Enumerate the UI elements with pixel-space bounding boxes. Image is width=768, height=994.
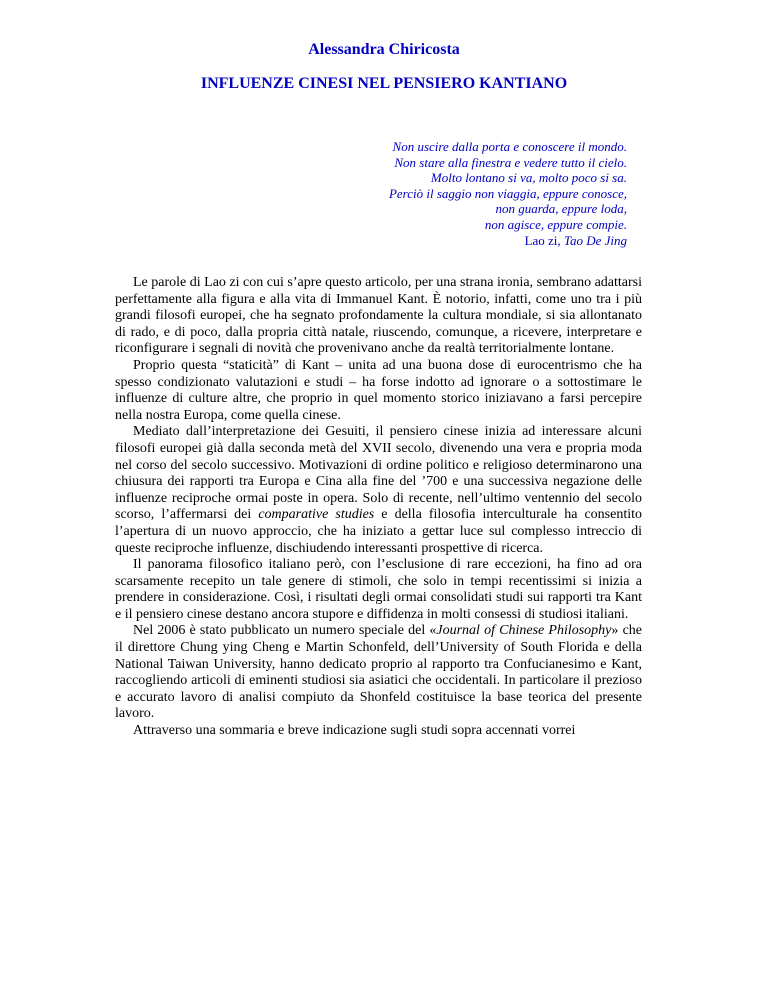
article-body bbox=[115, 275, 642, 740]
epigraph-line: non agisce, eppure compie. bbox=[484, 216, 627, 232]
epigraph bbox=[389, 139, 627, 248]
paragraph-4: Il panorama filosofico italiano però, con l’esclusione di rare eccezioni, ha fino ad ora scarsamente recepito un tale genere di stimoli, che solo in tempi recentissimi si inizia a prendere in considerazione. Così, i risultati degli ormai consolidati studi sui rapporti tra Kant e il pensiero cinese destano ancora stupore e diffidenza in molti consessi di studiosi italiani. bbox=[115, 557, 642, 622]
paragraph-2: Proprio questa “staticità” di Kant – unita ad una buona dose di eurocentrismo che ha spesso condizionato valutazioni e studi – ha forse indotto ad ignorare o a sottostimare le influenze di culture altre, che proprio in quel momento storico iniziavano a farsi percepire nella nostra Europa, come quella cinese. bbox=[115, 357, 642, 423]
epigraph-line: Non stare alla finestra e vedere tutto il cielo. bbox=[394, 154, 627, 170]
author-name: Alessandra Chiricosta bbox=[308, 41, 460, 58]
paragraph-3-text-a: Mediato dall’interpretazione dei Gesuiti, il pensiero cinese inizia ad interessare alcuni filosofi europei già dalla seconda metà del XVII secolo, divenendo una vera e propria moda nel corso del secolo successivo. Motivazioni di ordine politico e religioso determinarono una chiusura dei rapporti tra Europa e Cina alla fine del ’700 e una successiva negazione delle influenze reciproche ormai poste in opera. Solo di recente, nell’ultimo ventennio del secolo scorso, l’affermarsi dei bbox=[115, 424, 642, 523]
epigraph-source-author: Lao zi, bbox=[524, 232, 564, 248]
paragraph-6: Attraverso una sommaria e breve indicazione sugli studi sopra accennati vorrei bbox=[133, 723, 576, 739]
paragraph-5-text-b: » che il direttore Chung ying Cheng e Martin Schonfeld, dell’University of South Florida e della National Taiwan University, hanno dedicato proprio al rapporto tra Confucianesimo e Kant, raccogliendo articoli di eminenti studiosi sia asiatici che occidentali. In particolare il prezioso e accurato lavoro di analisi compiuto da Shonfeld costituisce la base teorica del presente lavoro. bbox=[115, 623, 642, 722]
paragraph-5-emphasis: Journal of Chinese Philosophy bbox=[436, 623, 612, 639]
epigraph-line: Molto lontano si va, molto poco si sa. bbox=[430, 170, 627, 186]
paragraph-5 bbox=[115, 623, 642, 723]
epigraph-line: Perciò il saggio non viaggia, eppure conosce, bbox=[388, 185, 627, 201]
article-title: INFLUENZE CINESI NEL PENSIERO KANTIANO bbox=[200, 75, 568, 92]
epigraph-source bbox=[389, 233, 627, 249]
epigraph-line: Non uscire dalla porta e conoscere il mondo. bbox=[392, 139, 627, 154]
paragraph-3 bbox=[115, 424, 642, 557]
epigraph-line: non guarda, eppure loda, bbox=[495, 201, 627, 217]
paragraph-3-emphasis: comparative studies bbox=[258, 507, 375, 523]
epigraph-source-work: Tao De Jing bbox=[563, 232, 627, 248]
paragraph-5-text-a: Nel 2006 è stato pubblicato un numero speciale del « bbox=[133, 623, 437, 639]
paragraph-3-text-b: e della filosofia interculturale ha consentito l’apertura di un nuovo approccio, che ha iniziato a gettar luce sul complesso intreccio di queste reciproche influenze, dischiudendo interessanti prospettive di ricerca. bbox=[115, 507, 643, 556]
paragraph-1: Le parole di Lao zi con cui s’apre questo articolo, per una strana ironia, sembrano adattarsi perfettamente alla figura e alla vita di Immanuel Kant. È notorio, infatti, come uno tra i più grandi filosofi europei, che ha segnato profondamente la cultura mondiale, si sia allontanato di rado, e di poco, dalla propria città natale, riuscendo, comunque, a ricevere, interpretare e riconfigurare i segnali di novità che provenivano anche da realtà territorialmente lontane. bbox=[115, 275, 642, 357]
